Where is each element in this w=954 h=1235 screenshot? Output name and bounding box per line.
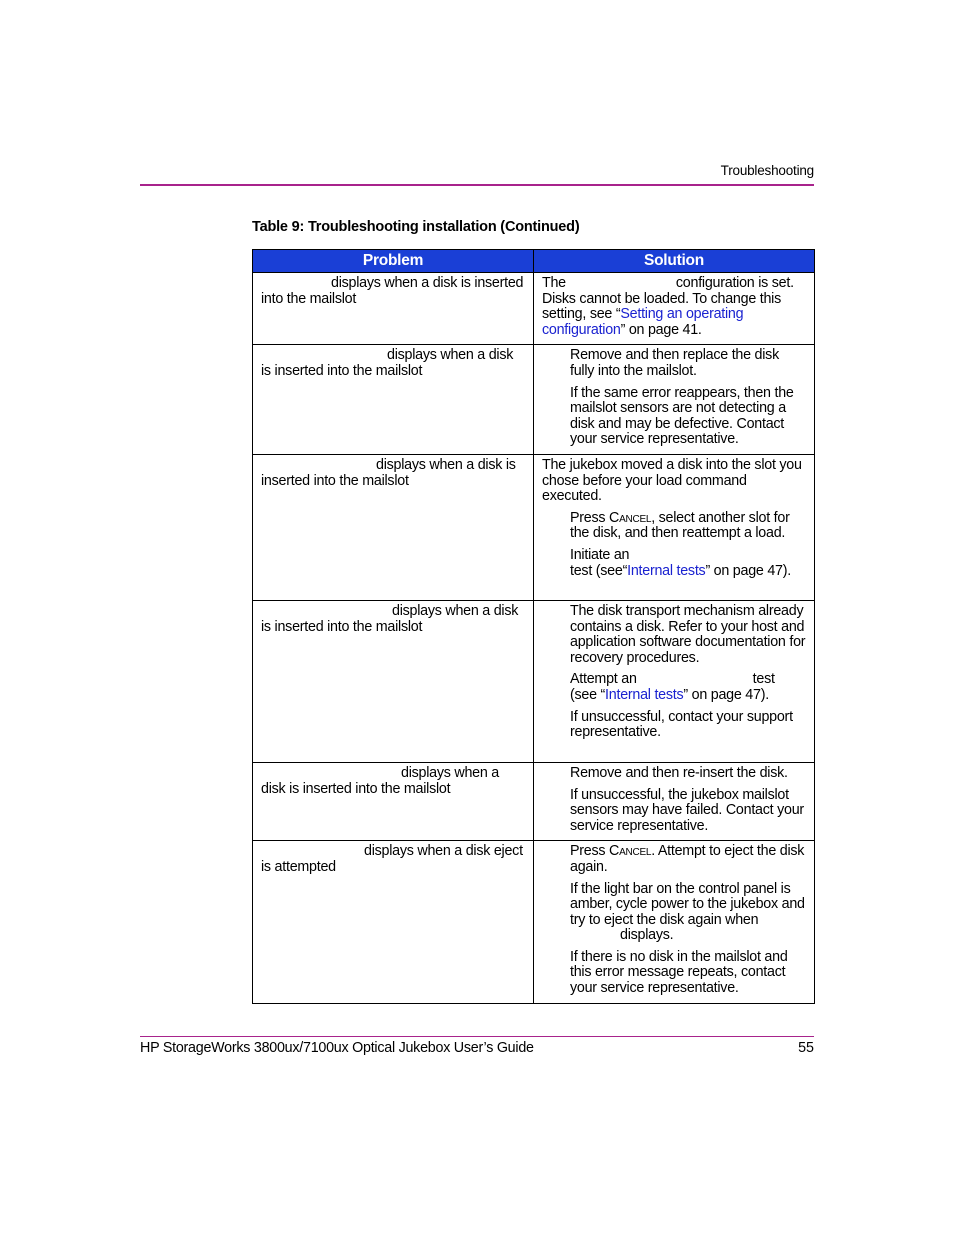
solution-step: If there is no disk in the mailslot and this error message repeats, contact your service representative.: [570, 948, 788, 997]
solution-step: If unsuccessful, the jukebox mailslot sensors may have failed. Contact your service representative.: [570, 786, 804, 834]
table-header-row: [253, 250, 815, 273]
header-rule: [140, 184, 814, 186]
solution-step: The disk transport mechanism already contains a disk. Refer to your host and application software documentation for recovery procedures.: [570, 602, 806, 666]
solution-step: Remove and then replace the disk fully into the mailslot.: [570, 347, 779, 379]
troubleshooting-table: [252, 249, 815, 1004]
solution-cell: [534, 345, 815, 455]
solution-step: Attempt an test (see “Internal tests” on page 47).: [570, 671, 775, 703]
problem-cell: [253, 454, 534, 600]
table-caption: Table 9: Troubleshooting installation (Continued): [252, 219, 580, 235]
link-setting-operating-configuration[interactable]: Setting an operating configuration: [542, 306, 744, 338]
solution-step: If the light bar on the control panel is amber, cycle power to the jukebox and try to eject the disk again when displays.: [570, 880, 805, 944]
solution-cell: [534, 762, 815, 840]
solution-step: If unsuccessful, contact your support representative.: [570, 708, 793, 741]
solution-step: Remove and then re-insert the disk.: [570, 764, 788, 781]
problem-cell: [253, 345, 534, 455]
solution-step: Press Cancel. Attempt to eject the disk again.: [570, 843, 805, 875]
table-row: [253, 273, 815, 345]
table-row: [253, 454, 815, 600]
problem-text: displays when a disk is inserted into the mailslot: [261, 602, 519, 635]
table-row: [253, 841, 815, 1003]
problem-text: displays when a disk is inserted into the mailslot: [261, 456, 516, 489]
solution-step: Press Cancel, select another slot for the disk, and then reattempt a load.: [570, 509, 790, 542]
problem-text: displays when a disk eject is attempted: [261, 843, 523, 875]
table-row: [253, 762, 815, 840]
column-header-problem: Problem: [253, 250, 534, 273]
solution-cell: [534, 600, 815, 762]
problem-text: displays when a disk is inserted into the mailslot: [261, 275, 524, 307]
problem-cell: [253, 841, 534, 1003]
footer-rule: [140, 1036, 814, 1037]
problem-cell: [253, 600, 534, 762]
table-row: [253, 345, 815, 455]
problem-text: displays when a disk is inserted into the mailslot: [261, 764, 499, 797]
footer-title: HP StorageWorks 3800ux/7100ux Optical Jukebox User’s Guide: [140, 1040, 534, 1056]
problem-cell: [253, 273, 534, 345]
running-header: Troubleshooting: [720, 163, 814, 178]
link-internal-tests[interactable]: Internal tests: [627, 562, 706, 579]
solution-cell: The configuration is set. Disks cannot be loaded. To change this setting, see “Setting an operating configuration” on page 41.: [534, 273, 815, 345]
solution-step: If the same error reappears, then the mailslot sensors are not detecting a disk and may be defective. Contact your service representative.: [570, 384, 794, 448]
cancel-key-label: Cancel: [609, 843, 652, 860]
solution-cell: [534, 454, 815, 600]
page-number: 55: [798, 1040, 814, 1056]
column-header-solution: Solution: [534, 250, 815, 273]
solution-step: Initiate an test (see“Internal tests” on page 47).: [570, 546, 791, 579]
table-row: [253, 600, 815, 762]
solution-cell: [534, 841, 815, 1003]
problem-cell: [253, 762, 534, 840]
problem-text: displays when a disk is inserted into the mailslot: [261, 347, 514, 379]
link-internal-tests[interactable]: Internal tests: [605, 686, 684, 703]
cancel-key-label: Cancel: [609, 509, 652, 526]
solution-lead: The jukebox moved a disk into the slot you chose before your load command executed.: [542, 456, 802, 505]
